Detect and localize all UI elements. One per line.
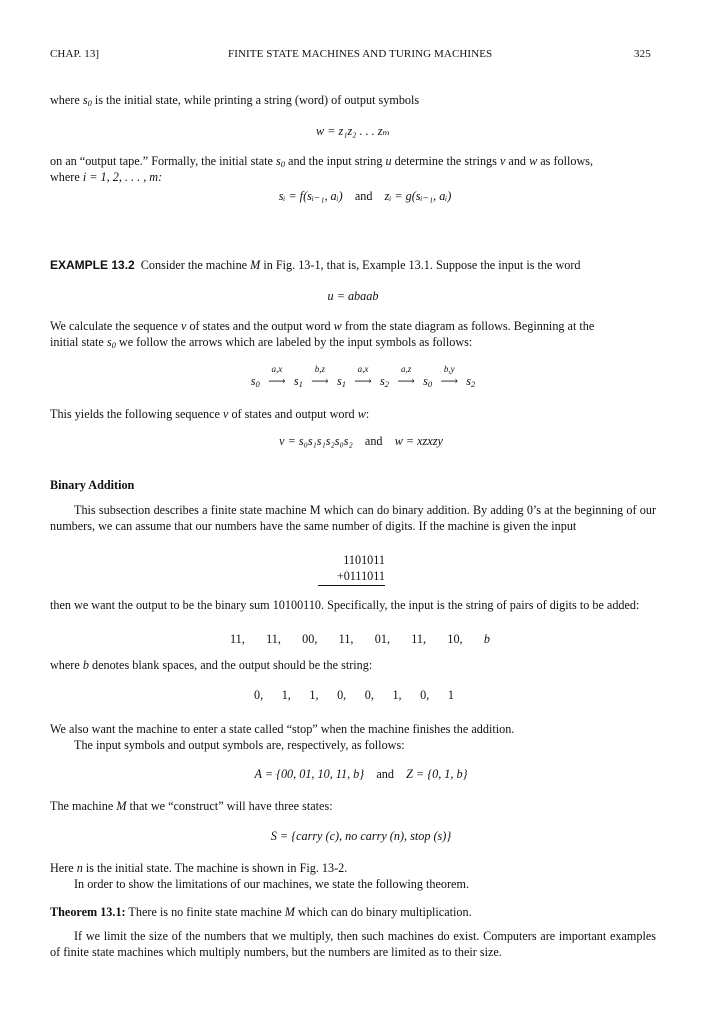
transition-sequence [50, 364, 666, 389]
theorem-13-1: Theorem 13.1: There is no finite state machine M which can do binary multiplication. [50, 905, 472, 919]
addend-1: 1101011 [343, 553, 385, 567]
binary-paragraph-4: We also want the machine to enter a state called “stop” when the machine finishes the addition. [50, 722, 515, 736]
binary-paragraph-3: where b denotes blank spaces, and the output should be the string: [50, 658, 373, 672]
theorem-label: Theorem 13.1: [50, 905, 126, 919]
intro-paragraph-2: on an “output tape.” Formally, the initial state $s_0$ and the input string u determine the strings v and w as follows, where i = 1, 2, . . . , m: [50, 154, 594, 184]
example-yield-text: This yields the following sequence v of states and output word w: [50, 407, 370, 421]
running-title: FINITE STATE MACHINES AND TURING MACHINES [228, 48, 493, 60]
example-label: EXAMPLE 13.2 [50, 258, 135, 272]
example-13-2-intro: EXAMPLE 13.2 Consider the machine M in Fig. 13-1, that is, Example 13.1. Suppose the input is the word [50, 258, 581, 272]
binary-paragraph-8: In order to show the limitations of our machines, we state the following theorem. [74, 877, 469, 891]
state-set: S = {carry (c), no carry (n), stop (s)} [270, 829, 452, 843]
chapter-label: CHAP. 13] [50, 48, 100, 60]
w-equation: w = z₁z₂ . . . zₘ [316, 124, 390, 138]
state-s1: $s_1$ [336, 374, 346, 389]
state-s2: $s_2$ [466, 374, 476, 389]
output-digits: 0, 1, 1, 0, 0, 1, 0, 1 [254, 688, 454, 702]
binary-paragraph-9: If we limit the size of the numbers that we multiply, then such machines do exist. Computers are important examples of finite state machines which multiply numbers, but the numbers are limited as to their size. [50, 929, 656, 959]
v-w-result: v = s₀s₁s₁s₂s₀s₂ and w = xzxzy [279, 434, 443, 448]
transition-arrow: b,y ⟶ [440, 364, 458, 388]
example-paragraph: We calculate the sequence v of states and the output word w from the state diagram as follows. Beginning at the initial state $s_0$ we follow the arrows which are labeled by the input symbols as follows: [50, 319, 595, 350]
state-s0: $s_0$ [423, 374, 433, 389]
transition-arrow: a,z ⟶ [397, 364, 415, 388]
transition-arrow: a,x ⟶ [268, 364, 286, 388]
input-pairs: 11, 11, 00, 11, 01, 11, 10, b [230, 632, 490, 646]
state-s0: $s_0$ [250, 374, 260, 389]
binary-paragraph-6: The machine M that we “construct” will have three states: [50, 799, 333, 813]
addend-2: +0111011 [318, 569, 385, 586]
intro-paragraph-1: where $s_0$ is the initial state, while printing a string (word) of output symbols [50, 93, 420, 108]
binary-paragraph-2: then we want the output to be the binary sum 10100110. Specifically, the input is the string of pairs of digits to be added: [50, 598, 640, 612]
alphabet-sets: A = {00, 01, 10, 11, b} and Z = {0, 1, b} [254, 767, 468, 781]
state-output-formulas: sᵢ = f(sᵢ₋₁, aᵢ) and zᵢ = g(sᵢ₋₁, aᵢ) [278, 189, 452, 203]
u-equation: u = abaab [327, 289, 379, 303]
binary-paragraph-7: Here n is the initial state. The machine is shown in Fig. 13-2. [50, 861, 348, 875]
state-s2: $s_2$ [380, 374, 390, 389]
binary-paragraph-1: This subsection describes a finite state machine M which can do binary addition. By adding 0’s at the beginning of our numbers, we can assume that our numbers have the same number of digits. If the machine is given the input [50, 503, 656, 533]
transition-arrow: b,z ⟶ [311, 364, 329, 388]
page-number: 325 [634, 48, 651, 60]
state-s1: $s_1$ [293, 374, 303, 389]
binary-paragraph-5: The input symbols and output symbols are, respectively, as follows: [74, 738, 405, 752]
section-heading: Binary Addition [50, 478, 135, 492]
transition-arrow: a,x ⟶ [354, 364, 372, 388]
